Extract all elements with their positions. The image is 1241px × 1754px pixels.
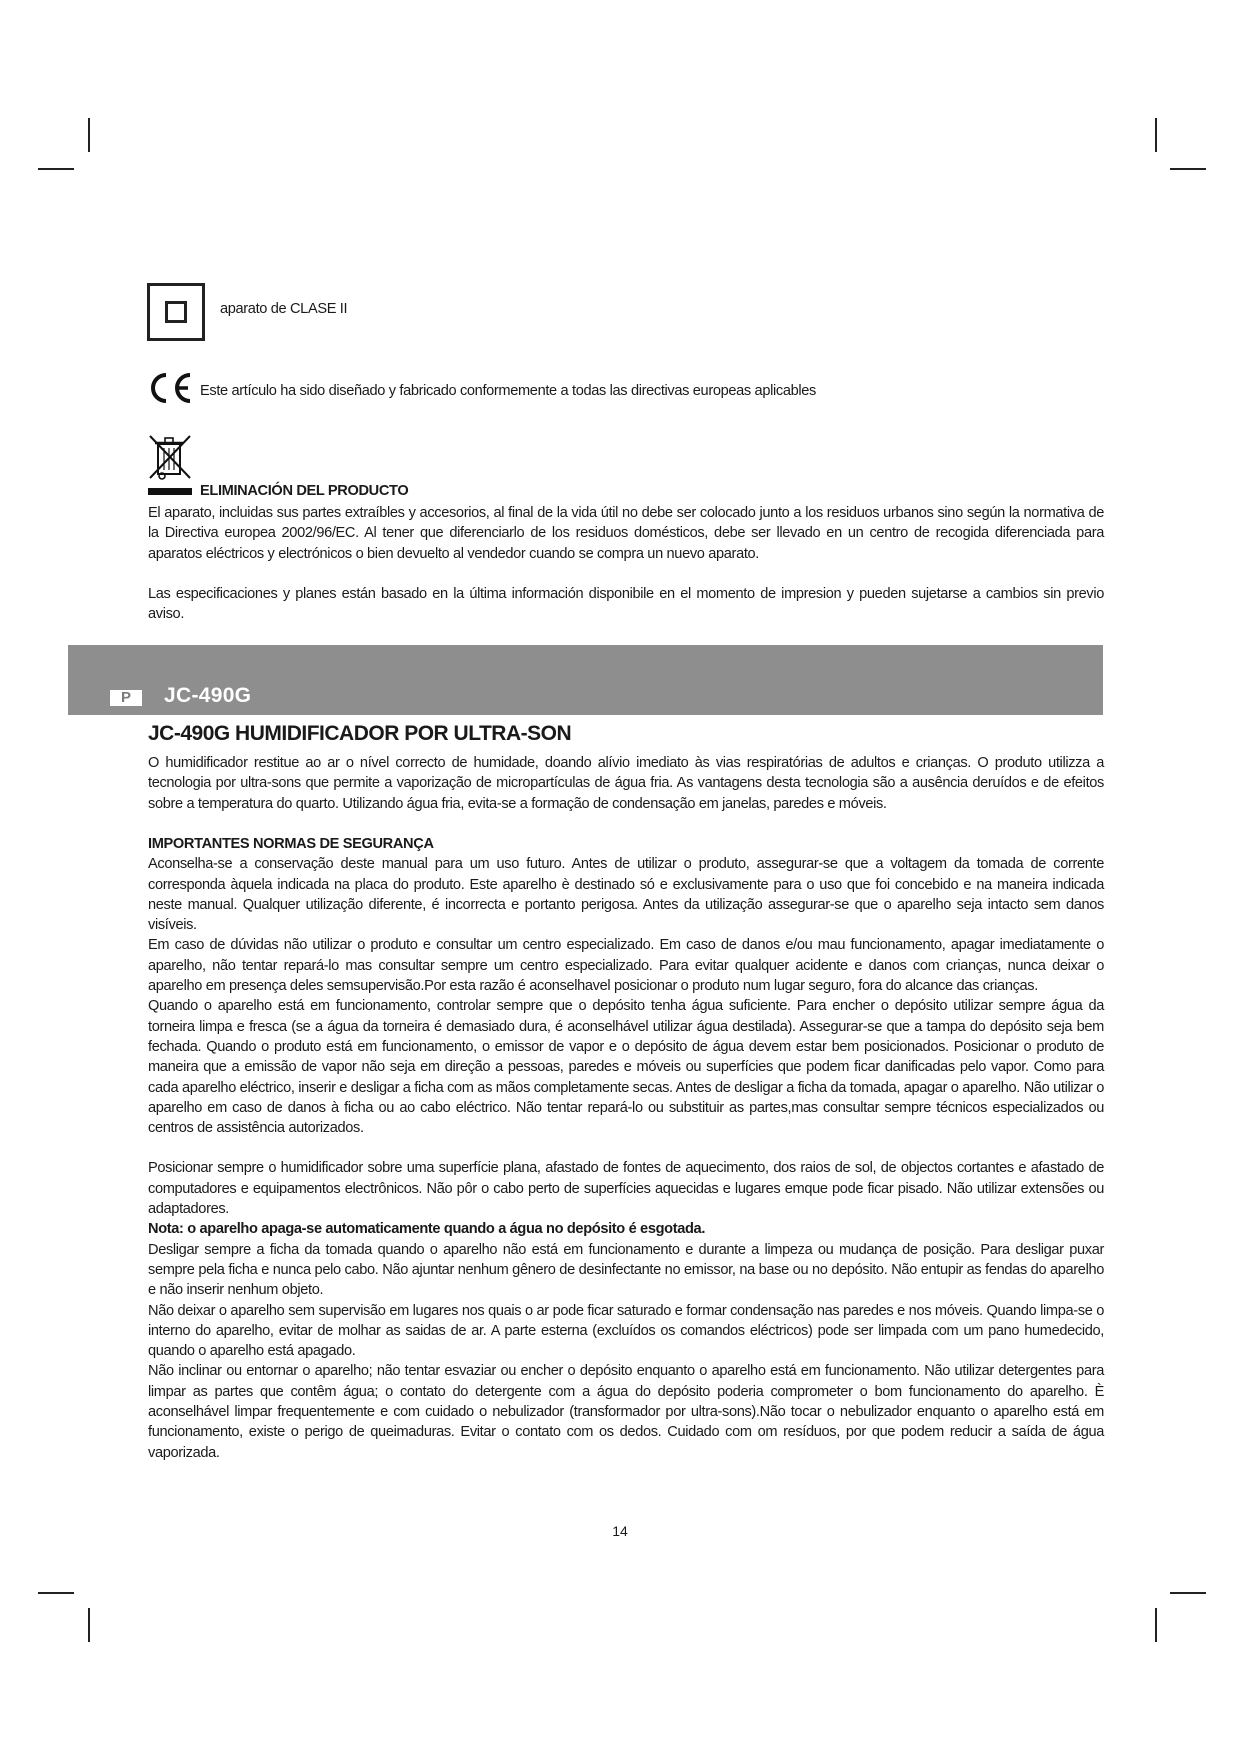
safety-paragraph: Não inclinar ou entornar o aparelho; não tentar esvaziar ou encher o depósito enquanto o aparelho está em funcionamento. Não utilizar detergentes para limpar as partes que contêm água; o contato do detergente com a água do depósito poderia comprometer o bom funcionamento do aparelho. È aconselhável limpar frequentemente e com cuidado o nebulizador (transformador por ultra-sons).Não tocar o nebulizador enquanto o aparelho está em funcionamento, existe o perigo de queimaduras. Evitar o contato com os dedos. Cuidado com om resíduos, por que podem reducir a saída de água vaporizada.	[148, 1363, 1104, 1461]
crop-mark	[88, 118, 90, 152]
page-number: 14	[612, 1523, 628, 1539]
spec-note	[148, 584, 1104, 625]
safety-heading: IMPORTANTES NORMAS DE SEGURANÇA	[148, 836, 434, 852]
class-ii-icon	[147, 283, 205, 341]
safety-note: Nota: o aparelho apaga-se automaticamente quando a água no depósito é esgotada.	[148, 1221, 706, 1238]
crop-mark	[88, 1608, 90, 1642]
crop-mark	[1155, 1608, 1157, 1642]
model-label: JC-490G	[164, 684, 252, 707]
weee-bin-icon	[146, 432, 194, 482]
crop-mark	[1170, 168, 1206, 170]
disposal-paragraph: El aparato, incluidas sus partes extraíbles y accesorios, al final de la vida útil no debe ser colocado junto a los residuos urbanos sino según la normativa de la Directiva europea 2002/96/EC. Al tener que diferenciarlo de los residuos domésticos, debe ser llevado en un centro de recogida diferenciada para aparatos eléctricos y electrónicos o bien devuelto al vendedor cuando se compra un nuevo aparato.	[148, 505, 1104, 562]
intro-paragraph: O humidificador restitue ao ar o nível correcto de humidade, doando alívio imediato às vias respiratórias de adultos e crianças. O produto utilizza a tecnologia por ultra-sons que permite a vaporização de micropartículas de água fria. As vantagens desta tecnologia são a ausência deruídos e de efeitos sobre a temperatura do quarto. Utilizando água fria, evita-se a formação de condensação em janelas, paredes e móveis.	[148, 755, 1104, 812]
crop-mark	[38, 168, 74, 170]
safety-paragraph: Em caso de dúvidas não utilizar o produto e consultar um centro especializado. Em caso de danos e/ou mau funcionamento, apagar imediatamente o aparelho, não tentar repará-lo mas consultar sempre um centro especializado. Para evitar qualquer acidente e danos com crianças, nunca deixar o aparelho em presença deles semsupervisão.Por esta razão é aconselhavel posicionar o produto num lugar seguro, fora do alcance das crianças.	[148, 937, 1104, 995]
intro	[148, 753, 1104, 814]
class-ii-label: aparato de CLASE II	[220, 301, 348, 317]
crop-mark	[1170, 1592, 1206, 1594]
page-title: JC-490G HUMIDIFICADOR POR ULTRA-SON	[148, 722, 572, 745]
safety-paragraph: Desligar sempre a ficha da tomada quando o aparelho não está em funcionamento e durante a limpeza ou mudança de posição. Para desligar puxar sempre pela ficha e nunca pelo cabo. Não ajuntar nenhum gênero de desinfectante no emissor, na base ou no depósito. Não entupir as fendas do aparelho e não inserir nenhum objeto.	[148, 1241, 1104, 1299]
language-code-badge: P	[110, 690, 142, 706]
weee-bar	[148, 488, 192, 495]
ce-mark-icon	[146, 371, 196, 405]
safety-paragraph: Quando o aparelho está em funcionamento, controlar sempre que o depósito tenha água suficiente. Para encher o depósito utilizar sempre água da torneira limpa e fresca (se a água da torneira é demasiado dura, é aconselhável utilizar água destilada). Assegurar-se que a tampa do depósito seja bem fechada. Quando o produto está em funcionamento, o emissor de vapor e o depósito de água devem estar bem posicionados. Posicionar o produto de maneira que a emissão de vapor não seja em direção a pessoas, paredes e móveis ou superfícies que podem ficar danificadas pelo vapor. Como para cada aparelho eléctrico, inserir e desligar a ficha com as mãos completamente secas. Antes de desligar a ficha da tomada, apagar o aparelho. Não utilizar o aparelho em caso de danos à ficha ou ao cabo eléctrico. Não tentar repará-lo ou substituir as partes,mas consultar sempre técnicos especializados ou centros de assistência autorizados.	[148, 998, 1104, 1137]
crop-mark	[1155, 118, 1157, 152]
ce-statement: Este artículo ha sido diseñado y fabricado conformemente a todas las directivas europeas aplicables	[200, 383, 816, 399]
spec-note-paragraph: Las especificaciones y planes están basado en la última información disponibile en el momento de impresion y pueden sujetarse a cambios sin previo aviso.	[148, 586, 1104, 623]
safety-paragraph: Aconselha-se a conservação deste manual para um uso futuro. Antes de utilizar o produto, assegurar-se que a voltagem da tomada de corrente corresponda àquela indicada na placa do produto. Este aparelho è destinado só e exclusivamente para o uso que foi concebido e na maneira indicada neste manual. Qualquer utilização diferente, é incorrecta e portanto perigosa. Antes da utilização assegurar-se que o aparelho seja intacto sem danos visíveis.	[148, 856, 1104, 934]
crop-mark	[38, 1592, 74, 1594]
disposal-heading: ELIMINACIÓN DEL PRODUCTO	[200, 483, 409, 499]
safety-paragraph: Posicionar sempre o humidificador sobre uma superfície plana, afastado de fontes de aquecimento, dos raios de sol, de objectos cortantes e afastado de computadores e equipamentos electrônicos. Não pôr o cabo perto de superfícies aquecidas e lugares emque pode ficar pisado. Não utilizar extensões ou adaptadores.	[148, 1160, 1104, 1218]
safety-section	[148, 834, 1104, 1463]
disposal-body	[148, 503, 1104, 564]
safety-paragraph: Não deixar o aparelho sem supervisão em lugares nos quais o ar pode ficar saturado e formar condensação nas paredes e nos móveis. Quando limpa-se o interno do aparelho, evitar de molhar as saidas de ar. A parte esterna (excluídos os comandos eléctricos) pode ser limpada com um pano humedecido, quando o aparelho está apagado.	[148, 1302, 1104, 1360]
